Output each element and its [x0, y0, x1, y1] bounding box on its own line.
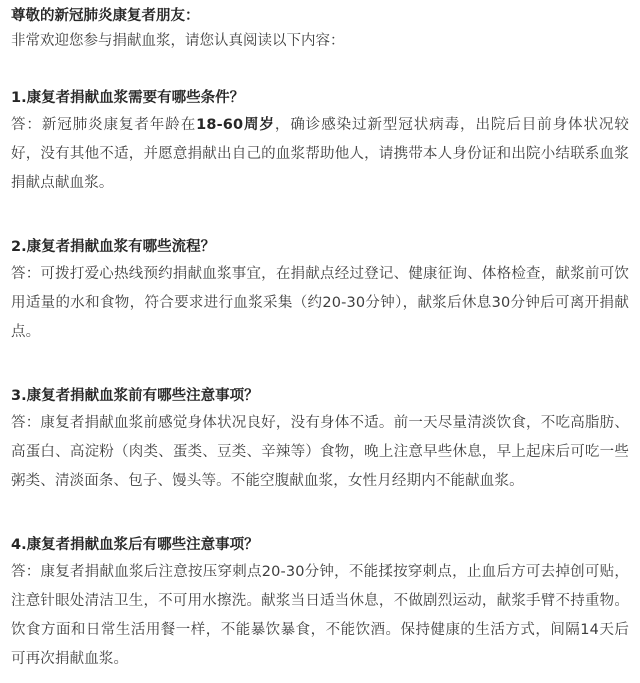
greeting-heading: 尊敬的新冠肺炎康复者朋友： — [11, 8, 200, 24]
faq-question-3: 3.康复者捐献血浆前有哪些注意事项？ — [11, 388, 259, 404]
faq-answer-1-text-cont: ，确诊感染过新型冠状病毒，出院后目前身体状况较好，没有其他不适，并愿意捐献出自己的血浆帮助他人，请携带本人身份证和出院小结联系血浆捐献点献血浆。 — [11, 117, 629, 191]
faq-question-1: 1.康复者捐献血浆需要有哪些条件？ — [11, 90, 245, 106]
article — [11, 6, 629, 674]
faq-answer-3: 答：康复者捐献血浆前感觉身体状况良好，没有身体不适。前一天尽量清淡饮食，不吃高脂肪、高蛋白、高淀粉（肉类、蛋类、豆类、辛辣等）食物，晚上注意早些休息，早上起床后可吃一些粥类、清淡面条、包子、馒头等。不能空腹献血浆，女性月经期内不能献血浆。 — [11, 415, 629, 489]
faq-section-3 — [11, 385, 629, 496]
faq-section-2 — [11, 236, 629, 347]
faq-question-2: 2.康复者捐献血浆有哪些流程？ — [11, 239, 216, 255]
faq-answer-1-text: 答：新冠肺炎康复者年龄在 — [11, 117, 197, 133]
faq-answer-4: 答：康复者捐献血浆后注意按压穿刺点20-30分钟，不能揉按穿刺点，止血后方可去掉创可贴，注意针眼处清洁卫生，不可用水擦洗。献浆当日适当休息，不做剧烈运动，献浆手臂不持重物。饮食方面和日常生活用餐一样，不能暴饮暴食，不能饮酒。保持健康的生活方式，间隔14天后可再次捐献血浆。 — [11, 564, 629, 667]
faq-answer-1 — [11, 111, 629, 198]
faq-question-4: 4.康复者捐献血浆后有哪些注意事项？ — [11, 537, 259, 553]
faq-section-4 — [11, 534, 629, 674]
age-range-highlight: 18-60周岁 — [196, 117, 275, 133]
intro-text: 非常欢迎您参与捐献血浆，请您认真阅读以下内容： — [11, 33, 345, 49]
faq-section-1 — [11, 87, 629, 198]
faq-answer-2: 答：可拨打爱心热线预约捐献血浆事宜，在捐献点经过登记、健康征询、体格检查，献浆前可饮用适量的水和食物，符合要求进行血浆采集（约20-30分钟），献浆后休息30分钟后可离开捐献点。 — [11, 266, 629, 340]
